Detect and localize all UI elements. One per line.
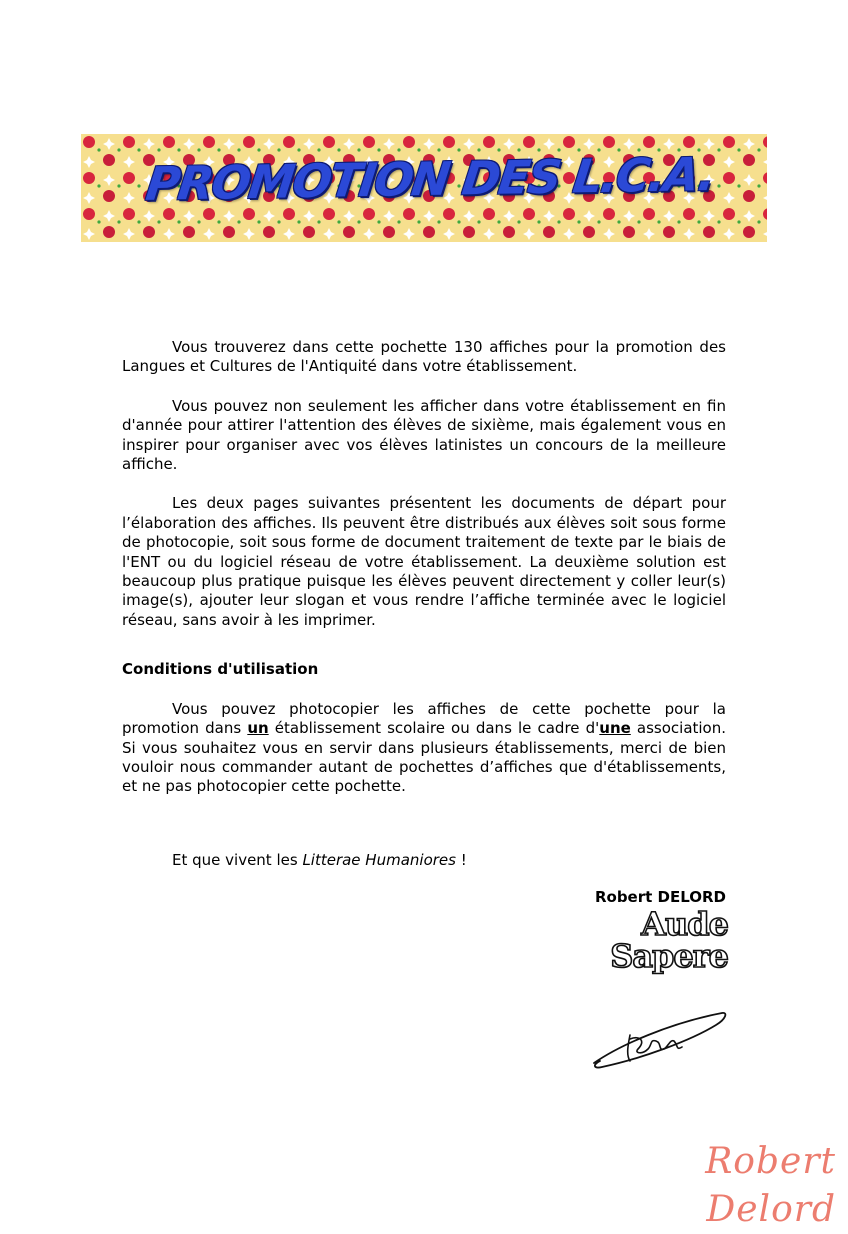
- conditions-text-a: Vous pouvez photocopier les affiches de cette pochette pour la promotion dans: [122, 699, 726, 738]
- motto-logo: [590, 905, 728, 975]
- handwritten-signature: [590, 1005, 730, 1079]
- closing-text-b: !: [455, 850, 467, 869]
- closing-italic: Litterae Humaniores: [302, 850, 456, 869]
- motto-line-1: Aude: [641, 905, 728, 943]
- paragraph-documents: Les deux pages suivantes présentent les documents de départ pour l’élaboration des affiches. Ils peuvent être distribués aux élèves soit sous forme de photocopie, soit sous forme de document traitement de texte par le biais de l'ENT ou du logiciel réseau de votre établissement. La deuxième solution est beaucoup plus pratique puisque les élèves peuvent directement y coller leur(s) image(s), ajouter leur slogan et vous rendre l’affiche terminée avec le logiciel réseau, sans avoir à les imprimer.: [122, 494, 726, 629]
- conditions-heading: Conditions d'utilisation: [122, 660, 319, 679]
- paragraph-conditions: [122, 700, 726, 797]
- banner-title: PROMOTION DES L.C.A.: [143, 146, 718, 211]
- paragraph-intro: Vous trouverez dans cette pochette 130 affiches pour la promotion des Langues et Cultures de l'Antiquité dans votre établissement.: [122, 338, 726, 376]
- emphasis-un: un: [247, 719, 269, 738]
- closing-text-a: Et que vivent les: [172, 850, 303, 869]
- header-banner: [81, 134, 767, 242]
- paragraph-usage: Vous pouvez non seulement les afficher dans votre établissement en fin d'année pour attirer l'attention des élèves de sixième, mais également vous en inspirer pour organiser avec vos élèves latinistes un concours de la meilleure affiche.: [122, 396, 726, 474]
- motto-line-2: Sapere: [610, 937, 728, 975]
- letter-body: [122, 338, 726, 870]
- signer-name: Robert DELORD: [594, 888, 726, 906]
- conditions-text-b: établissement scolaire ou dans le cadre d': [268, 719, 600, 738]
- closing-line: [122, 851, 726, 870]
- emphasis-une: une: [599, 719, 631, 738]
- author-watermark: Robert Delord: [705, 1141, 836, 1230]
- conditions-text-c: association. Si vous souhaitez vous en servir dans plusieurs établissements, merci de bien vouloir nous commander autant de pochettes d’affiches que d'établissements, et ne pas photocopier cette pochette.: [122, 719, 727, 796]
